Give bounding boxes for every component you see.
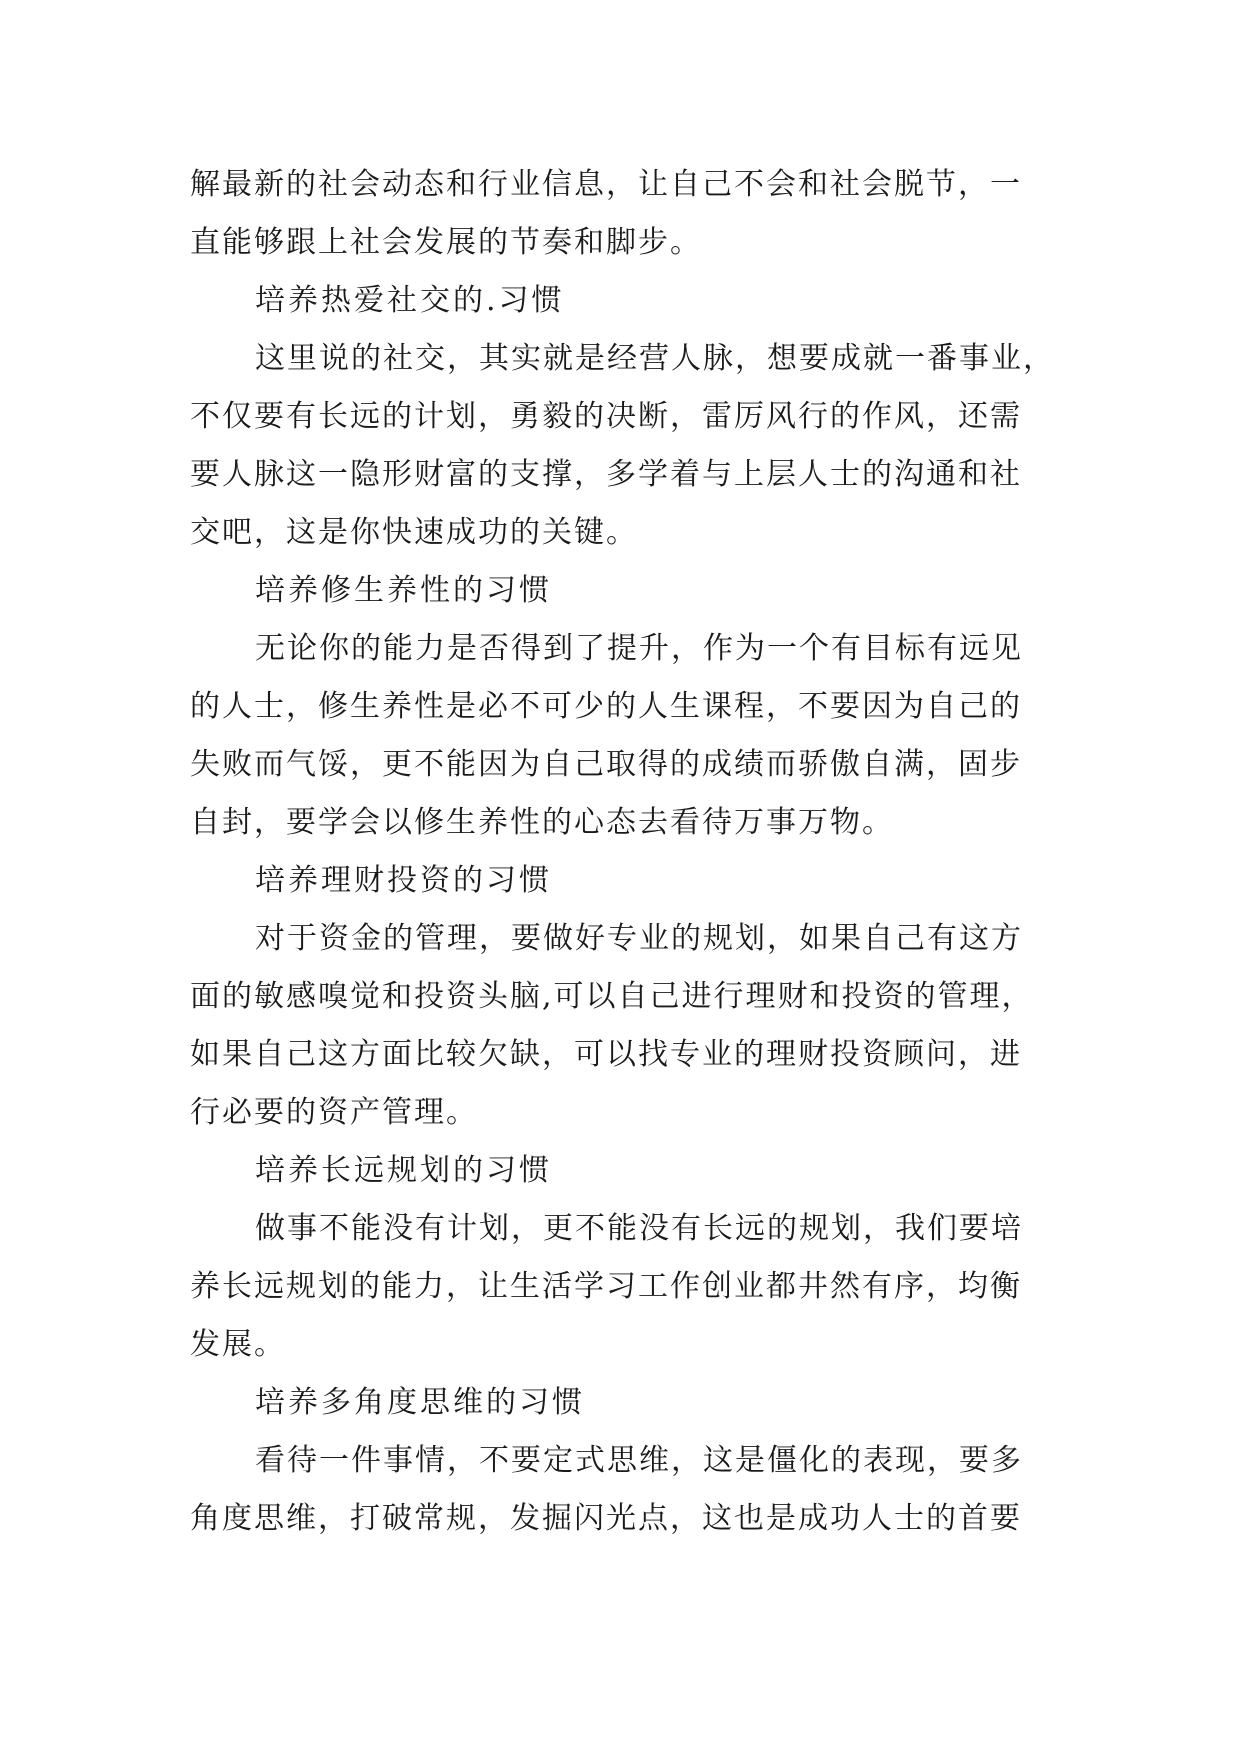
- body-text-line: 面的敏感嗅觉和投资头脑,可以自己进行理财和投资的管理，: [190, 979, 1034, 1014]
- body-text-line: 角度思维，打破常规，发掘闪光点，这也是成功人士的首要: [190, 1501, 1022, 1536]
- section-heading: 培养多角度思维的习惯: [255, 1385, 585, 1420]
- body-text-line: 自封，要学会以修生养性的心态去看待万事万物。: [190, 805, 894, 840]
- paragraph-first-line: 看待一件事情，不要定式思维，这是僵化的表现，要多: [255, 1443, 1023, 1478]
- body-text-line: 如果自己这方面比较欠缺，可以找专业的理财投资顾问，进: [190, 1037, 1022, 1072]
- paragraph-first-line: 这里说的社交，其实就是经营人脉，想要成就一番事业，: [255, 341, 1055, 376]
- paragraph-first-line: 对于资金的管理，要做好专业的规划，如果自己有这方: [255, 921, 1023, 956]
- body-text-line: 解最新的社会动态和行业信息，让自己不会和社会脱节，一: [190, 167, 1022, 202]
- body-text-line: 不仅要有长远的计划，勇毅的决断，雷厉风行的作风，还需: [190, 399, 1022, 434]
- body-text-line: 失败而气馁，更不能因为自己取得的成绩而骄傲自满，固步: [190, 747, 1022, 782]
- section-heading: 培养理财投资的习惯: [255, 863, 552, 898]
- body-text-line: 交吧，这是你快速成功的关键。: [190, 515, 638, 550]
- body-text-line: 直能够跟上社会发展的节奏和脚步。: [190, 225, 702, 260]
- section-heading: 培养修生养性的习惯: [255, 573, 552, 608]
- paragraph-first-line: 做事不能没有计划，更不能没有长远的规划，我们要培: [255, 1211, 1023, 1246]
- section-heading: 培养长远规划的习惯: [255, 1153, 552, 1188]
- paragraph-first-line: 无论你的能力是否得到了提升，作为一个有目标有远见: [255, 631, 1023, 666]
- body-text-line: 行必要的资产管理。: [190, 1095, 478, 1130]
- body-text-line: 要人脉这一隐形财富的支撑，多学着与上层人士的沟通和社: [190, 457, 1022, 492]
- section-heading: 培养热爱社交的.习惯: [255, 283, 565, 318]
- document-body: [190, 156, 1060, 1548]
- body-text-line: 的人士，修生养性是必不可少的人生课程，不要因为自己的: [190, 689, 1022, 724]
- body-text-line: 发展。: [190, 1327, 286, 1362]
- body-text-line: 养长远规划的能力，让生活学习工作创业都井然有序，均衡: [190, 1269, 1022, 1304]
